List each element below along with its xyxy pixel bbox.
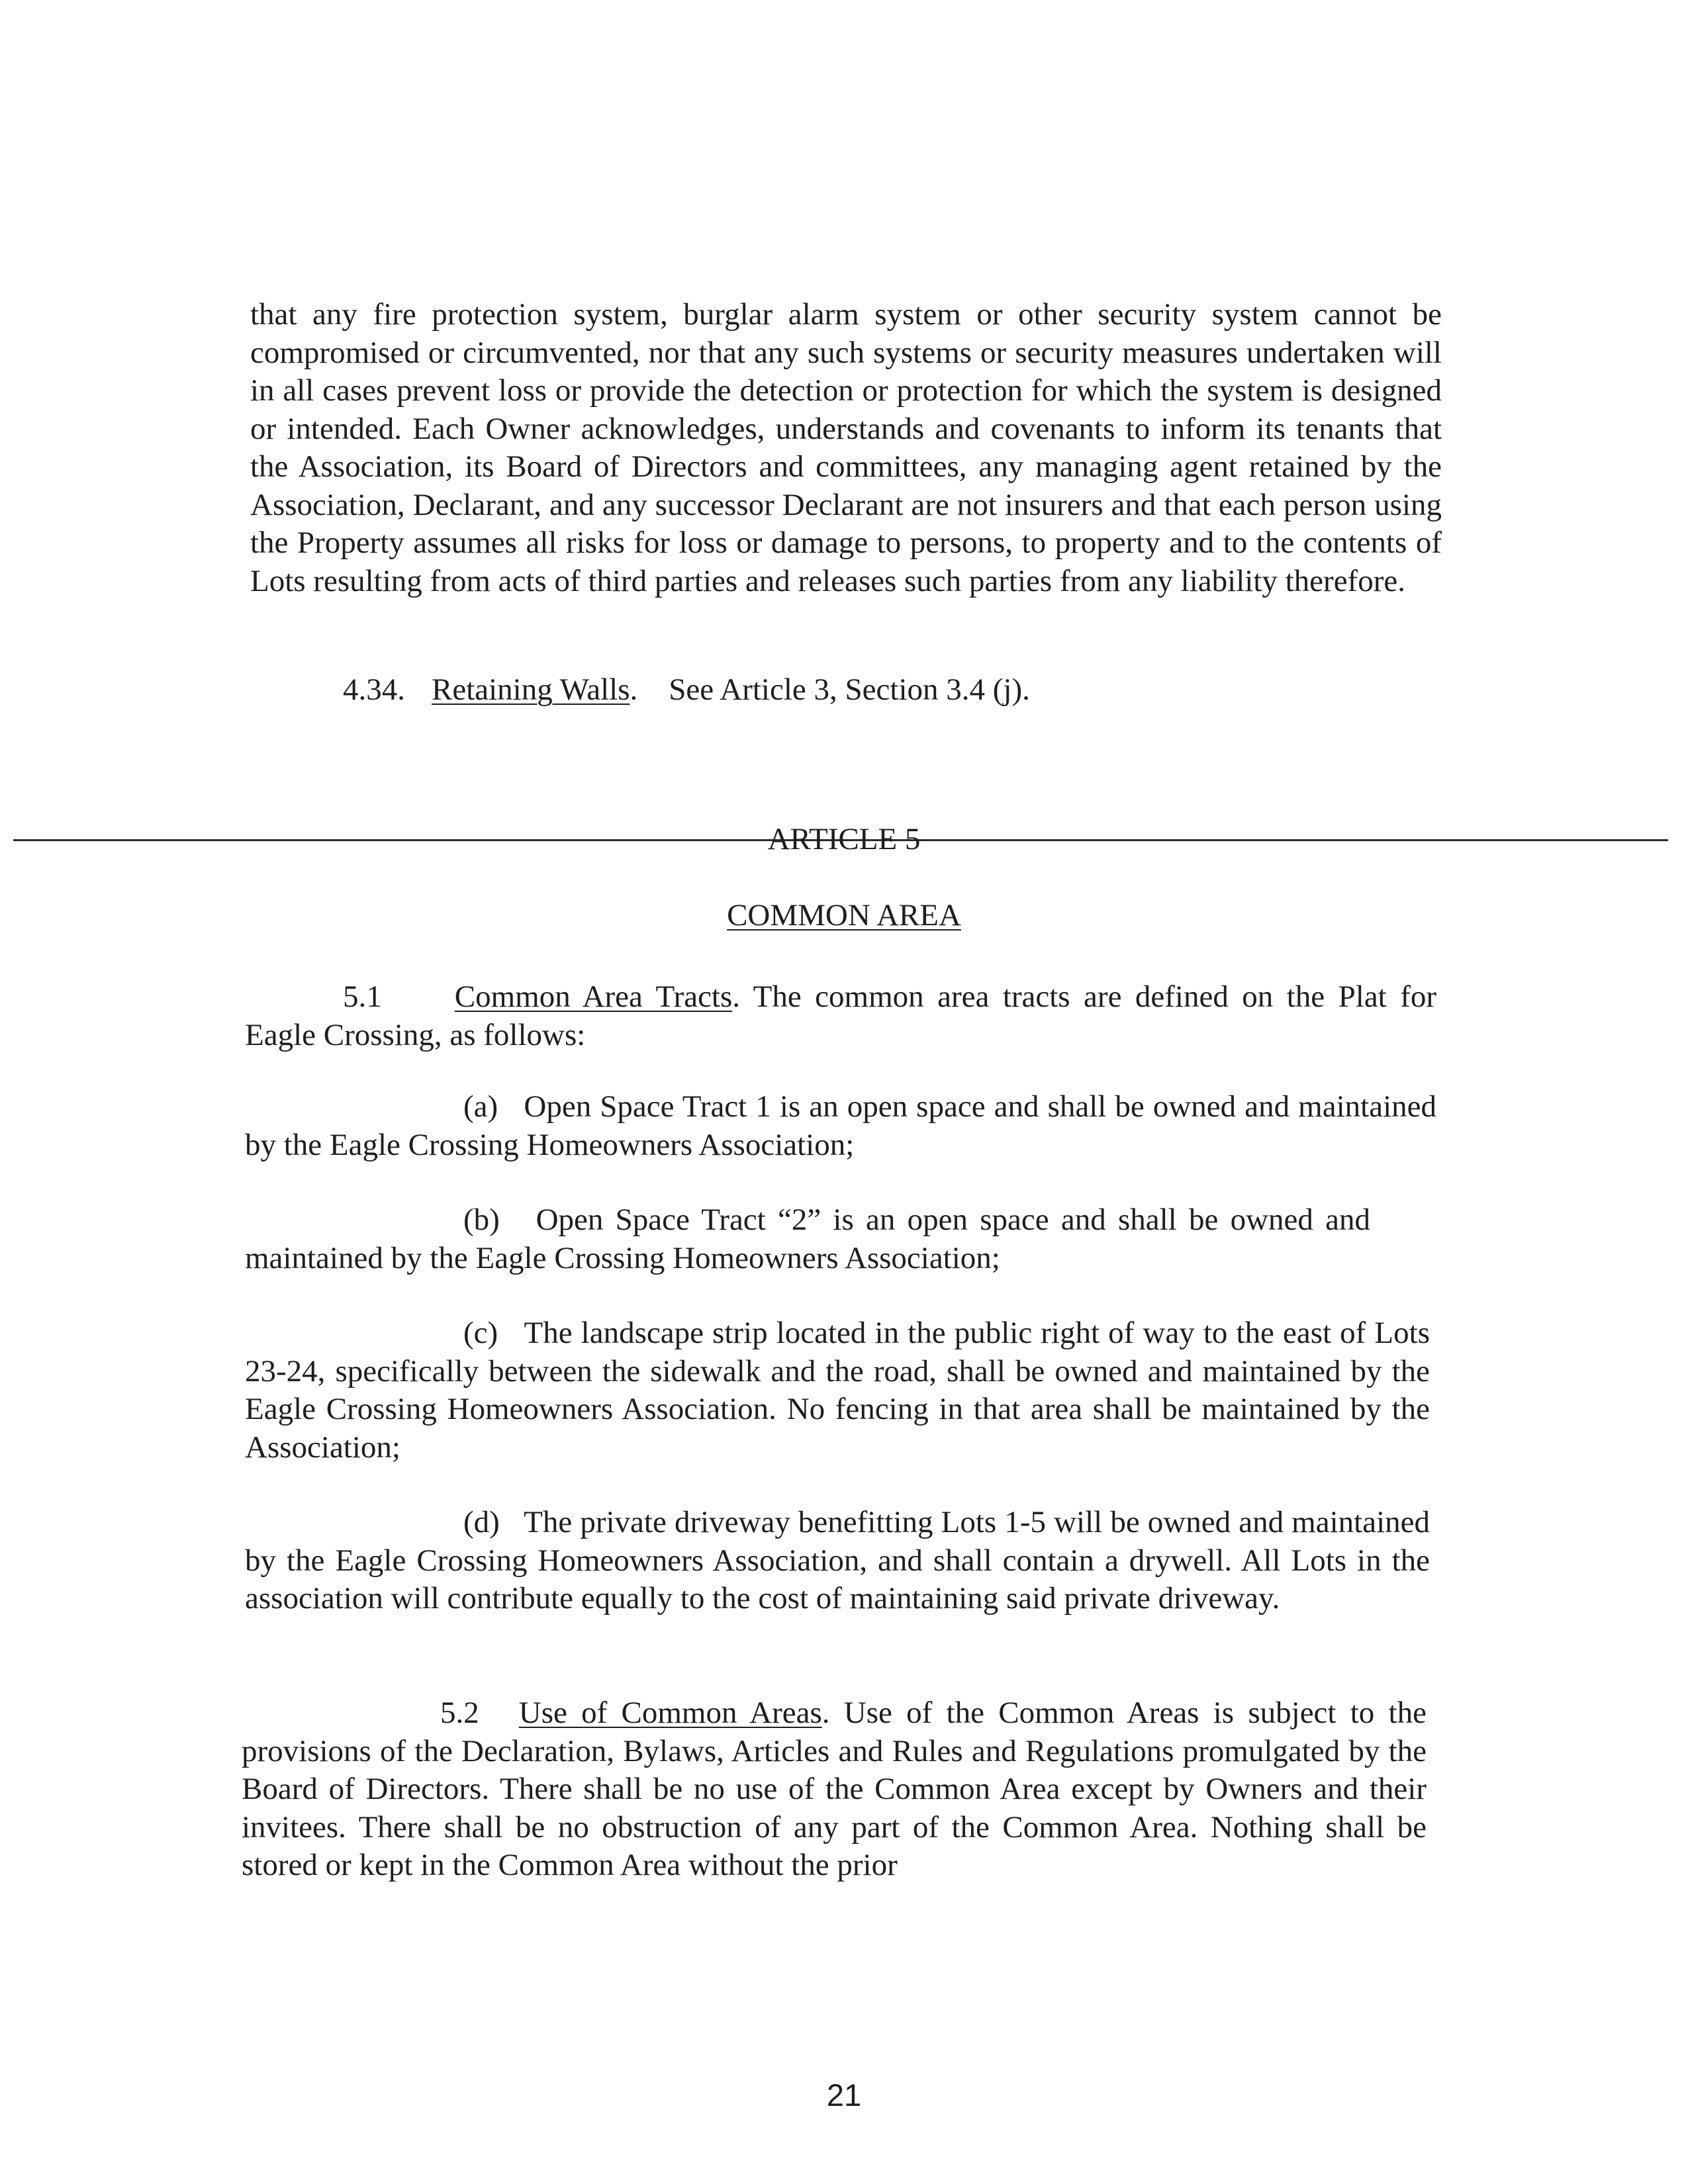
section-number: 5.1 (343, 979, 382, 1014)
section-5-1 (245, 978, 1436, 1054)
section-text: . The common area tracts are defined on the Plat for Eagle Crossing, as follows: (245, 979, 1436, 1052)
list-item (245, 1504, 1430, 1618)
item-label: (b) (463, 1203, 500, 1237)
section-4-34 (343, 671, 1468, 709)
section-text: . See Article 3, Section 3.4 (j). (630, 672, 1030, 707)
section-title: Use of Common Areas (518, 1696, 822, 1730)
item-text: The landscape strip located in the public right of way to the east of Lots 23-24, specifically between the sidewalk and the road, shall be owned and maintained by the Eagle Crossing Homeowners Association. No fencing in that area shall be maintained by the Association; (245, 1316, 1430, 1465)
item-text: Open Space Tract 1 is an open space and shall be owned and maintained by the Eagle Crossing Homeowners Association; (245, 1089, 1436, 1162)
section-text: . Use of the Common Areas is subject to the provisions of the Declaration, Bylaws, Articles and Rules and Regulations promulgated by the Board of Directors. There shall be no use of the Common Area except by Owners and their invitees. There shall be no obstruction of any part of the Common Area. Nothing shall be stored or kept in the Common Area without the prior (242, 1696, 1427, 1882)
article-label: ARTICLE 5 (767, 822, 921, 856)
section-number: 5.2 (440, 1696, 479, 1730)
list-item (245, 1088, 1436, 1164)
list-item (245, 1314, 1430, 1467)
list-item (245, 1201, 1370, 1277)
section-title: Retaining Walls (432, 672, 630, 707)
article-title: COMMON AREA (727, 898, 961, 933)
section-number: 4.34. (343, 672, 405, 707)
section-title: Common Area Tracts (454, 979, 733, 1014)
item-label: (a) (463, 1089, 498, 1124)
item-text: Open Space Tract “2” is an open space and shall be owned and maintained by the Eagle Crossing Homeowners Association; (245, 1203, 1371, 1275)
section-5-2 (242, 1694, 1427, 1885)
continued-paragraph: that any fire protection system, burglar alarm system or other security system cannot be compromised or circumvented, nor that any such systems or security measures undertaken will in all cases prevent loss or provide the detection or protection for which the system is designed or intended. Each Owner acknowledges, understands and covenants to inform its tenants that the Association, its Board of Directors and committees, any managing agent retained by the Association, Declarant, and any successor Declarant are not insurers and that each person using the Property assumes all risks for loss or damage to persons, to property and to the contents of Lots resulting from acts of third parties and releases such parties from any liability therefore. (250, 297, 1442, 598)
item-text: The private driveway benefitting Lots 1-5 will be owned and maintained by the Eagle Crossing Homeowners Association, and shall contain a drywell. All Lots in the association will contribute equally to the cost of maintaining said private driveway. (245, 1505, 1430, 1615)
page-number: 21 (826, 2077, 862, 2113)
item-label: (c) (463, 1316, 498, 1350)
item-label: (d) (463, 1505, 500, 1539)
